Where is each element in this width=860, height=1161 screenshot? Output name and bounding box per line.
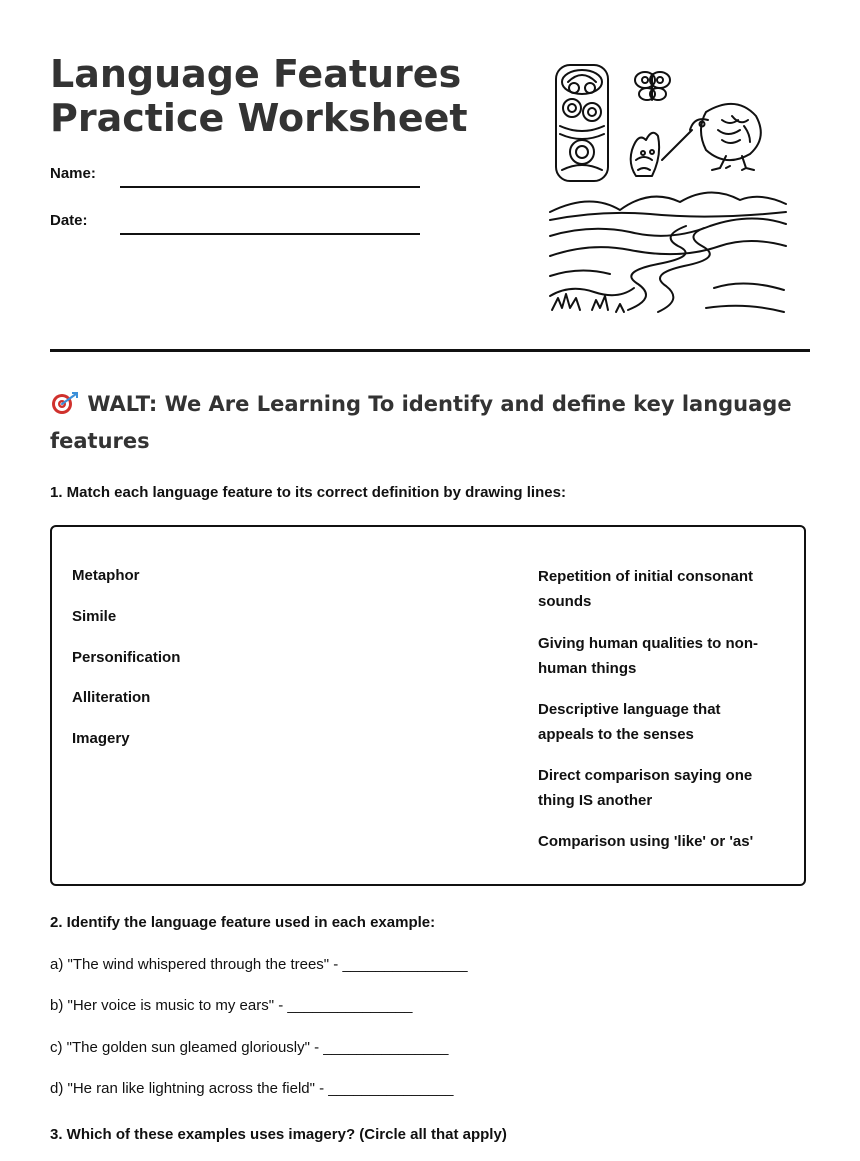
name-label: Name: bbox=[50, 165, 96, 182]
section3-instruction: 3. Which of these examples uses imagery? (Circle all that apply) bbox=[50, 1126, 507, 1143]
term-simile[interactable]: Simile bbox=[72, 608, 117, 625]
section1-instruction: 1. Match each language feature to its correct definition by drawing lines: bbox=[50, 484, 566, 501]
target-icon bbox=[50, 391, 80, 415]
carving-icon bbox=[631, 133, 659, 176]
date-field[interactable] bbox=[120, 233, 420, 235]
nz-illustration bbox=[546, 60, 790, 320]
butterfly-icon bbox=[635, 72, 670, 100]
definition-metaphor[interactable]: Direct comparison saying one thing IS another bbox=[538, 767, 753, 809]
section2-instruction: 2. Identify the language feature used in each example: bbox=[50, 914, 436, 931]
header-divider bbox=[50, 349, 810, 352]
matching-box bbox=[50, 525, 806, 886]
title-line-1: Language Features bbox=[50, 52, 462, 96]
page-title bbox=[50, 52, 468, 140]
definition-alliteration[interactable]: Repetition of initial consonant sounds bbox=[538, 568, 753, 610]
definition-simile[interactable]: Comparison using 'like' or 'as' bbox=[538, 833, 754, 850]
term-alliteration[interactable]: Alliteration bbox=[72, 689, 151, 706]
title-line-2: Practice Worksheet bbox=[50, 96, 468, 140]
example-b[interactable]: b) "Her voice is music to my ears" - _______________ bbox=[50, 997, 413, 1014]
definition-imagery[interactable]: Descriptive language that appeals to the senses bbox=[538, 701, 721, 743]
name-field[interactable] bbox=[120, 186, 420, 188]
term-personification[interactable]: Personification bbox=[72, 649, 181, 666]
date-label: Date: bbox=[50, 212, 88, 229]
term-metaphor[interactable]: Metaphor bbox=[72, 567, 140, 584]
term-imagery[interactable]: Imagery bbox=[72, 730, 130, 747]
walt-text: WALT: We Are Learning To identify and define key language features bbox=[50, 392, 792, 453]
kiwi-bird-icon bbox=[662, 104, 761, 170]
example-c[interactable]: c) "The golden sun gleamed gloriously" - _______________ bbox=[50, 1039, 449, 1056]
carved-pou-icon bbox=[556, 65, 608, 181]
landscape-icon bbox=[550, 192, 786, 312]
example-d[interactable]: d) "He ran like lightning across the field" - _______________ bbox=[50, 1080, 454, 1097]
example-a[interactable]: a) "The wind whispered through the trees" - _______________ bbox=[50, 956, 468, 973]
walt-heading bbox=[50, 386, 810, 460]
definition-personification[interactable]: Giving human qualities to non-human things bbox=[538, 635, 758, 677]
